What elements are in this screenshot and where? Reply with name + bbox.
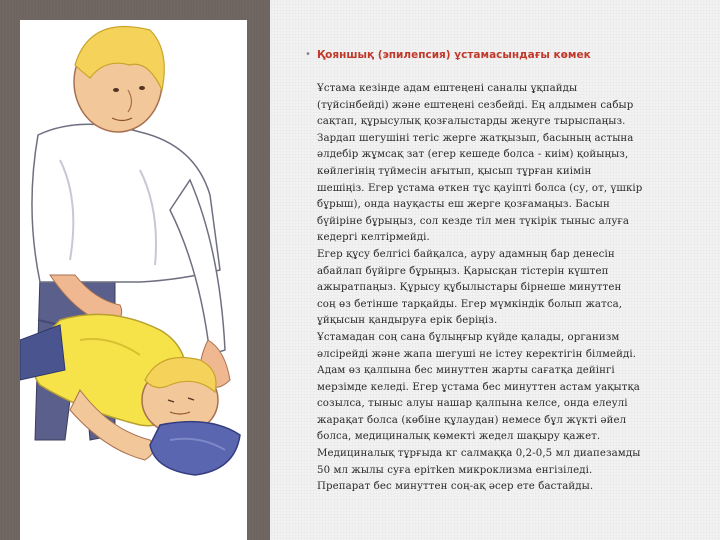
bullet-icon: •: [305, 49, 311, 60]
slide-content: [305, 48, 700, 496]
title-row: [305, 48, 700, 62]
slide-title: Қояншық (эпилепсия) ұстамасындағы көмек: [317, 49, 591, 61]
slide-body-text: Ұстама кезінде адам ештеңені саналы ұқпайды (түйсінбейді) және ештеңені сезбейді. Ең алдымен сабыр сақтап, құрысулық қозғалыстарды жеңуге тырыспаңыз. Зардап шегушіні тегіс жерге жатқызып, басының астына әлдебір жұмсақ зат (егер кешеде болса - киім) қойыңыз, көйлегінің түймесін ағытып, қысып тұрған киімін шешіңіз. Егер ұстама өткен тұс қауіпті болса (су, от, үшкір бұрыш), онда науқасты еш жерге қозғамаңыз. Басын бүйіріне бұрыңыз, сол кезде тіл мен түкірік тыныс алуға кедергі келтірмейді. Егер құсу белгісі байқалса, ауру адамның бар денесін абайлап бүйірге бұрыңыз. Қарысқан тістерін күштеп ажыратпаңыз. Құрысу құбылыстары бірнеше минуттен соң өз бетінше тарқайды. Егер мүмкіндік болып жатса, ұйқысын қандыруға ерік беріңіз. Ұстамадан соң сана бұлыңғыр күйде қалады, организм әлсірейді және жапа шегуші не істеу керектігін білмейді. Адам өз қалпына бес минуттен жарты сағатқа дейінгі мерзімде келеді. Егер ұстама бес минуттен астам уақытқа созылса, тыныс алуы нашар қалпына келсе, онда елеулі жарақат болса (көбіне құлаудан) немесе бұл жүкті әйел болса, медициналық көмекті жедел шақыру қажет. Медициналық тұрғыда кг салмаққа 0,2-0,5 мл диапезамды 50 мл жылы суға ерітken микроклизма енгізіледі. Препарат бес минуттен соң-ақ әсер ете бастайды.: [317, 83, 643, 493]
first-aid-illustration: [20, 20, 247, 540]
